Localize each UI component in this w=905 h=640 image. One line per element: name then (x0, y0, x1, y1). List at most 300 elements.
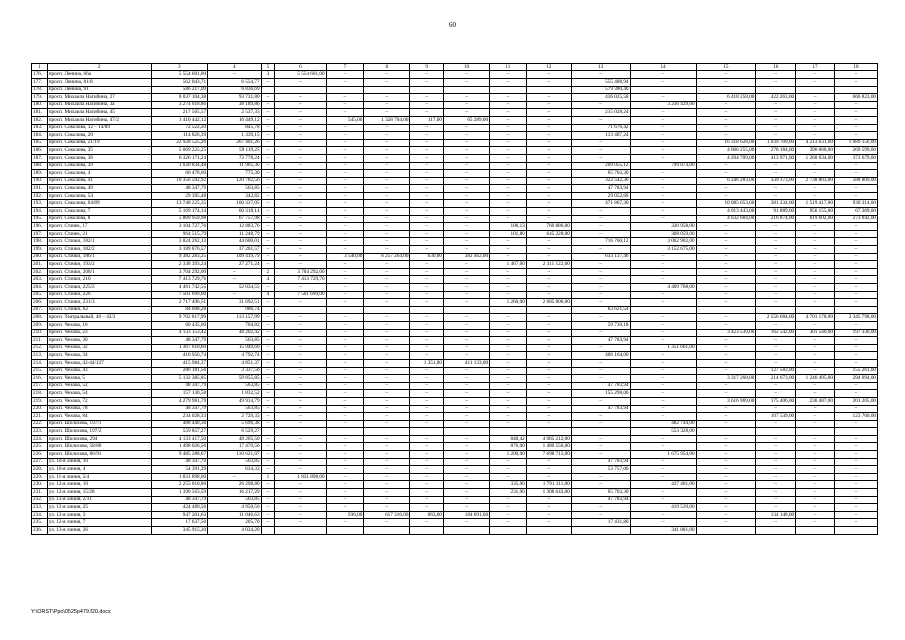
value-cell: 2 537,33 (208, 109, 261, 117)
value-cell: – (834, 238, 877, 246)
value-cell: 120 782,56 (208, 177, 261, 185)
value-cell (834, 527, 877, 535)
value-cell: – (630, 132, 696, 140)
value-cell: 1 039 709,00 (756, 139, 796, 147)
value-cell: – (261, 458, 275, 466)
value-cell: – (443, 291, 489, 299)
value-cell: – (443, 367, 489, 375)
value-cell: – (443, 246, 489, 254)
value-cell (526, 527, 571, 535)
value-cell: – (696, 489, 756, 497)
address-cell: просп. Чехова, 54 (47, 390, 151, 398)
value-cell: 157 130,58 (151, 390, 208, 398)
value-cell: – (364, 139, 410, 147)
value-cell: – (275, 443, 326, 451)
value-cell: – (834, 170, 877, 178)
value-cell: 1 246 495,00 (796, 375, 835, 383)
value-cell: – (490, 154, 527, 162)
value-cell: – (326, 344, 364, 352)
value-cell: – (490, 352, 527, 360)
value-cell: – (490, 139, 527, 147)
value-cell: – (630, 473, 696, 481)
value-cell: – (410, 458, 444, 466)
value-cell: 27 271,24 (208, 261, 261, 269)
table-row (32, 329, 878, 337)
table-row (32, 390, 878, 398)
value-cell: 84 608,28 (151, 306, 208, 314)
row-number-cell: 191. (32, 185, 48, 193)
value-cell: – (410, 154, 444, 162)
table-row (32, 109, 878, 117)
value-cell: – (756, 405, 796, 413)
table-row (32, 473, 878, 481)
value-cell (834, 428, 877, 436)
value-cell: – (696, 170, 756, 178)
value-cell: 930 314,00 (834, 200, 877, 208)
value-cell (410, 428, 444, 436)
value-cell: – (490, 215, 527, 223)
value-cell: – (443, 223, 489, 231)
value-cell: – (630, 261, 696, 269)
column-number-cell: 16 (756, 64, 796, 71)
value-cell: – (261, 116, 275, 124)
row-number-cell: 206. (32, 299, 48, 307)
value-cell: – (526, 246, 571, 254)
value-cell: – (796, 405, 835, 413)
value-cell: – (796, 185, 835, 193)
value-cell: – (490, 170, 527, 178)
value-cell: – (756, 291, 796, 299)
value-cell: 3 274 618,86 (151, 101, 208, 109)
value-cell: – (443, 215, 489, 223)
value-cell: – (630, 496, 696, 504)
value-cell: – (571, 413, 630, 421)
value-cell: – (364, 284, 410, 292)
value-cell: 2 685 806,00 (526, 299, 571, 307)
value-cell: 422 263,00 (756, 94, 796, 102)
value-cell: 396 068,00 (796, 147, 835, 155)
value-cell: – (490, 473, 527, 481)
address-cell: просп. Чехова, 52 (47, 382, 151, 390)
value-cell: 26 298,80 (208, 481, 261, 489)
value-cell: 1 351 661,00 (630, 344, 696, 352)
row-number-cell: 223. (32, 428, 48, 436)
value-cell: – (364, 185, 410, 193)
value-cell: 10 085 053,00 (696, 200, 756, 208)
row-number-cell: 180. (32, 101, 48, 109)
row-number-cell: 221. (32, 413, 48, 421)
value-cell: – (834, 284, 877, 292)
value-cell: – (834, 390, 877, 398)
value-cell: – (410, 489, 444, 497)
value-cell: 482 744,00 (630, 420, 696, 428)
value-cell: – (326, 276, 364, 284)
value-cell: – (630, 329, 696, 337)
address-cell: ул. 12-я линия, 25 (47, 504, 151, 512)
value-cell: – (443, 420, 489, 428)
value-cell: – (756, 192, 796, 200)
value-cell: 3 236 429,00 (630, 101, 696, 109)
value-cell: – (490, 420, 527, 428)
row-number-cell: 184. (32, 132, 48, 140)
table-row (32, 208, 878, 216)
page-number: 60 (449, 21, 456, 29)
value-cell: – (490, 78, 527, 86)
value-cell: – (364, 375, 410, 383)
value-cell: – (630, 291, 696, 299)
value-cell: – (326, 352, 364, 360)
value-cell: – (275, 489, 326, 497)
value-cell: – (756, 170, 796, 178)
value-cell: 48 347,79 (151, 337, 208, 345)
value-cell: – (326, 359, 364, 367)
value-cell: – (571, 71, 630, 79)
value-cell: 555 488,94 (571, 78, 630, 86)
value-cell: – (275, 519, 326, 527)
value-cell: – (275, 321, 326, 329)
value-cell: – (796, 466, 835, 474)
value-cell: 563,85 (208, 496, 261, 504)
value-cell: – (326, 489, 364, 497)
value-cell: – (526, 397, 571, 405)
address-cell: ул. 12-я линия, 3 (47, 511, 151, 519)
value-cell: 231,00 (490, 489, 527, 497)
value-cell: – (696, 230, 756, 238)
row-number-cell: 189. (32, 170, 48, 178)
value-cell: – (834, 299, 877, 307)
address-cell: просп. Чехова, 34 (47, 352, 151, 360)
value-cell: 3 104 727,76 (151, 223, 208, 231)
value-cell: – (326, 314, 364, 322)
value-cell: – (364, 314, 410, 322)
value-cell: – (410, 185, 444, 193)
value-cell: – (364, 466, 410, 474)
value-cell: – (630, 78, 696, 86)
value-cell: – (796, 299, 835, 307)
value-cell: 5 809 959,98 (151, 215, 208, 223)
value-cell: 1 480 556,00 (526, 443, 571, 451)
value-cell: – (756, 238, 796, 246)
value-cell: – (696, 238, 756, 246)
value-cell: – (410, 519, 444, 527)
value-cell: – (275, 375, 326, 383)
value-cell: – (326, 268, 364, 276)
row-number-cell: 213. (32, 352, 48, 360)
table-row (32, 519, 878, 527)
address-cell: просп. Стачки, 193/2 (47, 261, 151, 269)
value-cell: – (443, 139, 489, 147)
value-cell: 1 831 898,00 (151, 473, 208, 481)
value-cell (275, 428, 326, 436)
value-cell: 7 698 713,00 (526, 451, 571, 459)
table-row (32, 420, 878, 428)
value-cell: – (443, 177, 489, 185)
value-cell: – (261, 284, 275, 292)
value-cell: – (326, 375, 364, 383)
value-cell: – (410, 314, 444, 322)
value-cell: – (275, 208, 326, 216)
address-cell: просп. Соколова, 54 (47, 192, 151, 200)
address-cell: ул. 12-я линия, 10 (47, 481, 151, 489)
table-row (32, 246, 878, 254)
value-cell: – (261, 101, 275, 109)
value-cell: – (696, 321, 756, 329)
value-cell: – (796, 170, 835, 178)
value-cell: 419 539,00 (630, 504, 696, 512)
address-cell: просп. Михаила Нагибина, 3а (47, 101, 151, 109)
value-cell: – (326, 246, 364, 254)
value-cell: – (526, 496, 571, 504)
value-cell: – (756, 230, 796, 238)
value-cell: – (326, 329, 364, 337)
value-cell (834, 306, 877, 314)
address-cell: просп. Шолохова, 197/1 (47, 420, 151, 428)
value-cell: – (756, 337, 796, 345)
value-cell: – (796, 481, 835, 489)
value-cell: – (326, 78, 364, 86)
value-cell: – (756, 268, 796, 276)
value-cell: – (443, 200, 489, 208)
value-cell (275, 306, 326, 314)
value-cell: 6 554,77 (208, 78, 261, 86)
value-cell: – (756, 124, 796, 132)
value-cell: – (364, 223, 410, 231)
value-cell: 4 133 153,42 (151, 329, 208, 337)
table-row (32, 116, 878, 124)
value-cell: – (696, 451, 756, 459)
value-cell: 54 391,39 (151, 466, 208, 474)
value-cell: – (410, 139, 444, 147)
value-cell: 47 783,94 (571, 496, 630, 504)
value-cell: – (261, 185, 275, 193)
value-cell: – (261, 200, 275, 208)
value-cell: 876,00 (490, 443, 527, 451)
value-cell: – (261, 390, 275, 398)
value-cell: – (443, 473, 489, 481)
value-cell: – (443, 337, 489, 345)
value-cell: – (696, 435, 756, 443)
value-cell: – (275, 200, 326, 208)
value-cell: – (410, 208, 444, 216)
value-cell: – (571, 504, 630, 512)
column-number-cell: 3 (151, 64, 208, 71)
value-cell: – (364, 359, 410, 367)
value-cell: 1 260 034,00 (796, 154, 835, 162)
address-cell: ул. 12-я линия, 2/31 (47, 496, 151, 504)
value-cell: – (364, 443, 410, 451)
value-cell: – (410, 238, 444, 246)
value-cell: 382 462,00 (443, 253, 489, 261)
value-cell: – (261, 420, 275, 428)
value-cell: – (630, 299, 696, 307)
value-cell: – (261, 170, 275, 178)
value-cell: 31 692,51 (208, 299, 261, 307)
table-row (32, 466, 878, 474)
table-row (32, 527, 878, 535)
value-cell: – (526, 375, 571, 383)
value-cell: – (696, 466, 756, 474)
value-cell: – (261, 413, 275, 421)
value-cell: – (526, 192, 571, 200)
value-cell: – (261, 223, 275, 231)
value-cell: 4 213 631,00 (796, 139, 835, 147)
value-cell: – (410, 78, 444, 86)
value-cell: 2 (261, 268, 275, 276)
value-cell: 286 181,56 (151, 367, 208, 375)
value-cell: – (275, 299, 326, 307)
value-cell (326, 86, 364, 94)
value-cell: 3 152 675,00 (630, 246, 696, 254)
value-cell: 1 020 834,48 (151, 162, 208, 170)
address-cell: просп. Стачки, 208/1 (47, 268, 151, 276)
value-cell: – (796, 435, 835, 443)
value-cell: 633 137,46 (571, 253, 630, 261)
value-cell: – (630, 147, 696, 155)
value-cell (756, 86, 796, 94)
value-cell: – (326, 208, 364, 216)
value-cell (364, 306, 410, 314)
value-cell: 273 042,00 (834, 215, 877, 223)
value-cell: – (696, 223, 756, 231)
address-cell: просп. Стачки, 210 (47, 276, 151, 284)
value-cell: 645 228,00 (526, 230, 571, 238)
value-cell: – (275, 215, 326, 223)
value-cell: 415 984,37 (151, 359, 208, 367)
value-cell: – (696, 246, 756, 254)
value-cell (696, 306, 756, 314)
address-cell: просп. Чехова, 30 (47, 337, 151, 345)
value-cell: 6 836,69 (208, 86, 261, 94)
value-cell: – (796, 246, 835, 254)
row-number-cell: 202. (32, 268, 48, 276)
row-number-cell: 177. (32, 78, 48, 86)
value-cell: – (490, 397, 527, 405)
value-cell: – (630, 382, 696, 390)
value-cell: – (364, 458, 410, 466)
address-cell: просп. Чехова, 5 (47, 375, 151, 383)
value-cell: – (490, 268, 527, 276)
value-cell: – (696, 109, 756, 117)
value-cell: – (208, 291, 261, 299)
value-cell: 634,33 (208, 466, 261, 474)
value-cell (364, 527, 410, 535)
row-number-cell: 178. (32, 86, 48, 94)
value-cell: – (261, 511, 275, 519)
value-cell: – (364, 78, 410, 86)
value-cell: – (364, 390, 410, 398)
address-cell: просп. Чехова, 23 (47, 329, 151, 337)
value-cell: – (796, 116, 835, 124)
value-cell: 1 328 704,00 (364, 116, 410, 124)
value-cell: 48 347,79 (151, 458, 208, 466)
value-cell: – (443, 162, 489, 170)
value-cell: – (696, 185, 756, 193)
value-cell: 7 413 729,76 (151, 276, 208, 284)
value-cell: 6 246 283,00 (696, 177, 756, 185)
value-cell: – (696, 124, 756, 132)
value-cell: – (696, 101, 756, 109)
value-cell: – (410, 276, 444, 284)
value-cell: – (630, 185, 696, 193)
value-cell: – (834, 382, 877, 390)
table-row (32, 299, 878, 307)
value-cell (326, 428, 364, 436)
value-cell: – (796, 321, 835, 329)
value-cell: 630,00 (410, 253, 444, 261)
value-cell: – (756, 435, 796, 443)
row-number-cell: 212. (32, 344, 48, 352)
value-cell (696, 86, 756, 94)
value-cell: 9 702 817,99 (151, 314, 208, 322)
table-row (32, 230, 878, 238)
value-cell: 4 066 255,00 (696, 147, 756, 155)
value-cell: 201 205,00 (834, 397, 877, 405)
value-cell: 123 760,00 (834, 413, 877, 421)
value-cell: – (571, 147, 630, 155)
value-cell: – (443, 329, 489, 337)
value-cell: – (756, 185, 796, 193)
value-cell: 3 337,56 (208, 367, 261, 375)
value-cell: – (796, 230, 835, 238)
value-cell: – (696, 291, 756, 299)
table-row (32, 185, 878, 193)
value-cell: – (630, 443, 696, 451)
table-row (32, 375, 878, 383)
value-cell: – (490, 321, 527, 329)
value-cell: – (490, 284, 527, 292)
value-cell: – (490, 375, 527, 383)
value-cell: – (275, 253, 326, 261)
value-cell: – (490, 124, 527, 132)
value-cell: 205,70 (208, 519, 261, 527)
address-cell: просп. Стачки, 226 (47, 291, 151, 299)
value-cell: – (364, 192, 410, 200)
value-cell: 53 757,06 (571, 466, 630, 474)
value-cell: – (261, 504, 275, 512)
value-cell: 345 915,20 (151, 527, 208, 535)
value-cell: – (208, 473, 261, 481)
value-cell: – (526, 154, 571, 162)
value-cell: 1 367 610,60 (151, 344, 208, 352)
address-cell: просп. Шолохова, 58/80 (47, 443, 151, 451)
address-cell: просп. Соколова, 64/89 (47, 200, 151, 208)
value-cell: – (364, 420, 410, 428)
value-cell: – (571, 329, 630, 337)
address-cell: просп. Михаила Нагибина, 27 (47, 94, 151, 102)
value-cell: – (443, 101, 489, 109)
value-cell: 2 717 496,51 (151, 299, 208, 307)
value-cell: 17 470,56 (208, 443, 261, 451)
row-number-cell: 233. (32, 504, 48, 512)
value-cell: – (443, 109, 489, 117)
value-cell: – (756, 162, 796, 170)
value-cell: – (526, 405, 571, 413)
value-cell: – (630, 352, 696, 360)
value-cell (410, 527, 444, 535)
value-cell: – (571, 435, 630, 443)
value-cell: – (364, 200, 410, 208)
value-cell: – (410, 504, 444, 512)
value-cell: – (696, 504, 756, 512)
value-cell: – (630, 337, 696, 345)
table-row (32, 170, 878, 178)
value-cell: – (410, 109, 444, 117)
value-cell: – (756, 481, 796, 489)
value-cell: – (756, 109, 796, 117)
row-number-cell: 183. (32, 124, 48, 132)
table-row (32, 443, 878, 451)
value-cell: 17 431,80 (571, 519, 630, 527)
